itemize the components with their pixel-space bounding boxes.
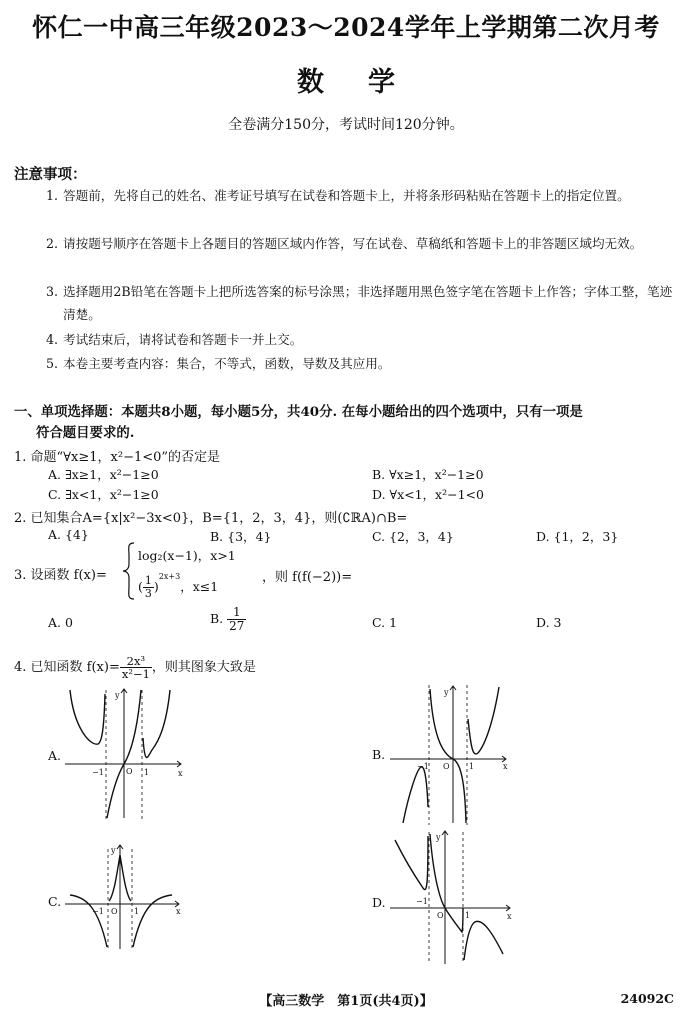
graph-b-label: B. (372, 747, 386, 762)
tick-neg-label: −1 (417, 762, 429, 771)
tick-pos-label: 1 (469, 762, 475, 771)
note-item (48, 280, 680, 326)
y-label: y (115, 691, 120, 700)
note-text: 请按题号顺序在答题卡上各题目的答题区域内作答，写在试卷、草稿纸和答题卡上的非答题区域均无效。 (63, 236, 643, 251)
q1-option-a: A. ∃x≥1，x²−1≥0 (48, 467, 159, 482)
tick-neg-label: −1 (92, 768, 104, 777)
tick-pos-label: 1 (144, 768, 150, 777)
note-number: 5. (46, 356, 59, 371)
origin-label: O (126, 767, 133, 776)
q3-fraction (143, 575, 154, 600)
q3-suffix: ，则 f(f(−2))= (262, 570, 353, 585)
tick-pos-label: 1 (134, 907, 140, 916)
curve-right (464, 921, 503, 960)
note-item (48, 232, 680, 255)
note-number: 4. (46, 332, 59, 347)
q1-option-d: D. ∀x<1，x²−1<0 (372, 487, 484, 502)
q3-brace (122, 542, 136, 600)
curve-middle (430, 689, 466, 823)
graph-c (62, 843, 187, 953)
section-heading-line1: 一、单项选择题：本题共8小题，每小题5分，共40分. 在每小题给出的四个选项中，只有一项是 (14, 404, 583, 420)
note-item (48, 184, 680, 207)
graph-d (385, 828, 515, 968)
x-label: x (178, 769, 183, 778)
q3-paren-close: ) (153, 579, 159, 594)
q3-option-d: D. 3 (536, 615, 562, 630)
y-label: y (444, 688, 449, 697)
origin-label: O (111, 907, 118, 916)
curve-left (70, 895, 107, 947)
curve-left (403, 767, 428, 823)
origin-label: O (443, 762, 450, 771)
note-number: 3. (46, 284, 59, 299)
q3-option-b-label: B. (210, 611, 224, 626)
q3-frac-numerator: 1 (144, 574, 152, 587)
note-number: 2. (46, 236, 59, 251)
q3-case-1: log₂(x−1)，x>1 (138, 548, 236, 563)
origin-label: O (437, 911, 444, 920)
q3-b-denominator: 27 (229, 619, 245, 633)
q3-option-c: C. 1 (372, 615, 398, 630)
q2-option-c: C. {2，3，4} (372, 529, 454, 544)
q4-frac-denominator: x²−1 (121, 667, 150, 681)
q3-exponent: 2x+3 (158, 572, 181, 581)
q2-option-d: D. {1，2，3} (536, 529, 619, 544)
q3-b-numerator: 1 (227, 606, 246, 620)
x-label: x (176, 907, 181, 916)
curve-left (395, 836, 428, 890)
note-text: 答题前，先将自己的姓名、准考证号填写在试卷和答题卡上，并将条形码粘贴在答题卡上的指定位置。 (63, 188, 630, 203)
page-footer: 【高三数学 第1页(共4页)】 (259, 994, 433, 1009)
note-item (48, 328, 680, 351)
q1-stem: 1. 命题“∀x≥1，x²−1<0”的否定是 (14, 450, 221, 465)
y-label: y (436, 833, 441, 842)
q3-case-2 (138, 572, 218, 600)
q1-option-b: B. ∀x≥1，x²−1≥0 (372, 467, 484, 482)
q2-option-b: B. {3，4} (210, 529, 272, 544)
q3-option-a: A. 0 (48, 615, 73, 630)
graph-c-label: C. (48, 894, 62, 909)
tick-neg-label: −1 (416, 897, 428, 906)
q4-fraction (120, 655, 152, 680)
section-heading (14, 402, 682, 444)
q3-option-b-fraction (227, 606, 246, 633)
graph-d-label: D. (372, 895, 386, 910)
curve-left (70, 690, 105, 744)
note-text: 选择题用2B铅笔在答题卡上把所选答案的标号涂黑；非选择题用黑色签字笔在答题卡上作答；字体工整，笔迹清楚。 (63, 284, 673, 322)
graph-a-label: A. (48, 748, 62, 763)
q1-option-c: C. ∃x<1，x²−1≥0 (48, 487, 159, 502)
section-heading-line2: 符合题目要求的. (36, 425, 135, 441)
graph-b (385, 683, 515, 828)
q4-stem (14, 655, 256, 680)
note-text: 本卷主要考查内容：集合，不等式，函数，导数及其应用。 (63, 356, 391, 371)
q3-frac-denominator: 3 (144, 587, 152, 600)
paper-code: 24092C (620, 991, 674, 1006)
notes-title: 注意事项： (14, 166, 87, 183)
note-item (48, 352, 680, 375)
curve-right (133, 895, 172, 947)
exam-info: 全卷满分150分，考试时间120分钟。 (228, 117, 464, 133)
curve-right (143, 690, 170, 758)
curve-middle (430, 834, 463, 932)
q3-paren-open: ( (138, 579, 143, 594)
q3-option-b (210, 606, 246, 633)
curve-right (468, 687, 499, 754)
tick-pos-label: 1 (465, 911, 471, 920)
q3-prefix: 3. 设函数 f(x)= (14, 568, 107, 583)
graph-a (60, 688, 190, 823)
subject-title: 数学 (297, 67, 439, 98)
q2-option-a: A. {4} (48, 527, 89, 542)
x-label: x (503, 762, 508, 771)
x-label: x (507, 912, 512, 921)
q4-stem-suffix: ，则其图象大致是 (151, 660, 256, 675)
q4-stem-prefix: 4. 已知函数 f(x)= (14, 660, 120, 675)
note-text: 考试结束后，请将试卷和答题卡一并上交。 (63, 332, 303, 347)
tick-neg-label: −1 (92, 907, 104, 916)
q2-stem: 2. 已知集合A={x|x²−3x<0}，B={1，2，3，4}，则(∁ℝA)∩B= (14, 511, 408, 526)
q3-case-2-condition: ，x≤1 (180, 579, 219, 594)
q4-frac-numerator: 2x³ (120, 655, 152, 668)
exam-title: 怀仁一中高三年级2023～2024学年上学期第二次月考 (32, 13, 660, 42)
note-number: 1. (46, 188, 59, 203)
y-label: y (111, 846, 116, 855)
